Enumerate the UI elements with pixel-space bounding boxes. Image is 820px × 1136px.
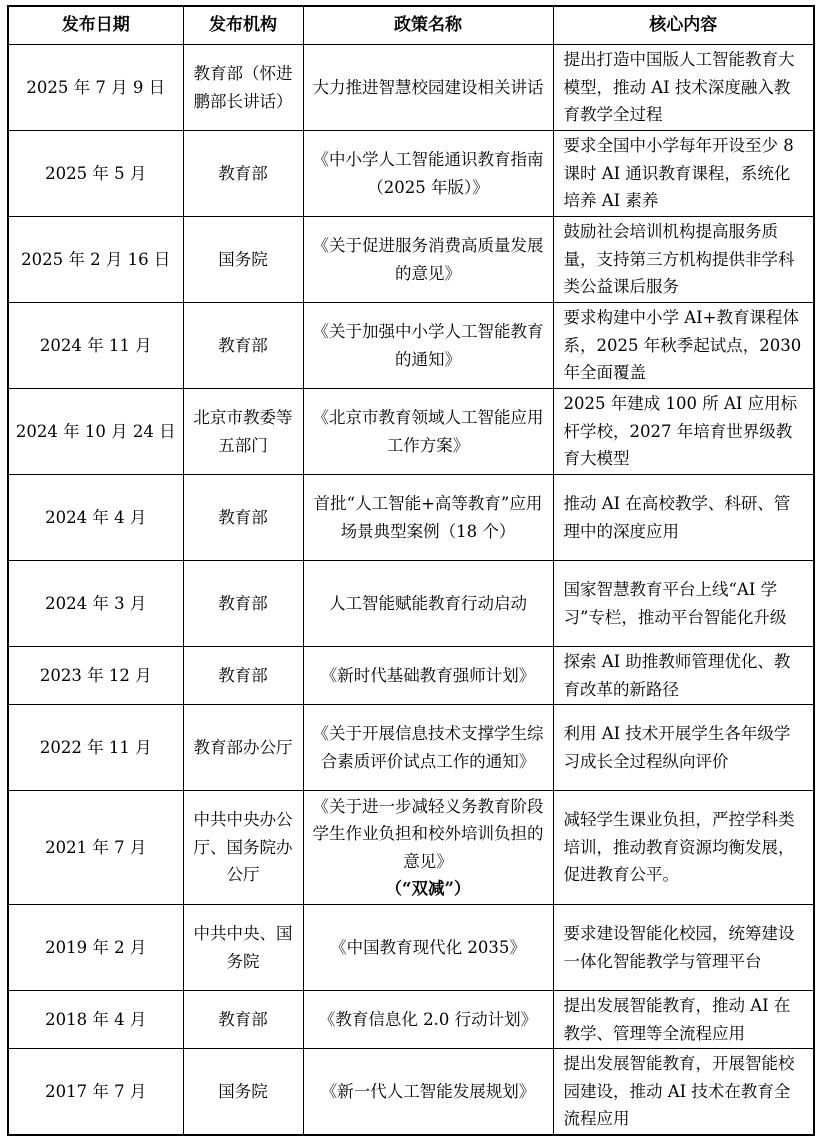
cell-content: 要求全国中小学每年开设至少 8 课时 AI 通识教育课程，系统化培养 AI 素养 [553, 131, 814, 217]
cell-date: 2025 年 2 月 16 日 [8, 217, 183, 303]
cell-date: 2023 年 12 月 [8, 647, 183, 705]
cell-date: 2024 年 11 月 [8, 303, 183, 389]
cell-date: 2021 年 7 月 [8, 791, 183, 905]
cell-content: 鼓励社会培训机构提高服务质量，支持第三方机构提供非学科类公益课后服务 [553, 217, 814, 303]
cell-date: 2022 年 11 月 [8, 705, 183, 791]
cell-org: 中共中央办公厅、国务院办公厅 [183, 791, 303, 905]
header-org: 发布机构 [183, 6, 303, 45]
cell-content: 提出发展智能教育，开展智能校园建设，推动 AI 技术在教育全流程应用 [553, 1049, 814, 1135]
cell-name: 《新一代人工智能发展规划》 [303, 1049, 553, 1135]
cell-content: 提出发展智能教育，推动 AI 在教学、管理等全流程应用 [553, 991, 814, 1049]
table-row [8, 303, 814, 389]
cell-name: 大力推进智慧校园建设相关讲话 [303, 45, 553, 131]
cell-content: 减轻学生课业负担，严控学科类培训，推动教育资源均衡发展，促进教育公平。 [553, 791, 814, 905]
cell-name: 《中小学人工智能通识教育指南（2025 年版）》 [303, 131, 553, 217]
table-row [8, 705, 814, 791]
cell-name: 《北京市教育领域人工智能应用工作方案》 [303, 389, 553, 475]
cell-date: 2017 年 7 月 [8, 1049, 183, 1135]
policy-name: 《关于进一步减轻义务教育阶段学生作业负担和校外培训负担的意见》 [312, 796, 544, 871]
cell-content: 提出打造中国版人工智能教育大模型，推动 AI 技术深度融入教育教学全过程 [553, 45, 814, 131]
cell-content: 要求构建中小学 AI+教育课程体系，2025 年秋季起试点，2030 年全面覆盖 [553, 303, 814, 389]
cell-name: 《中国教育现代化 2035》 [303, 905, 553, 991]
header-date: 发布日期 [8, 6, 183, 45]
cell-name: 《关于加强中小学人工智能教育的通知》 [303, 303, 553, 389]
cell-name [303, 791, 553, 905]
table-row [8, 647, 814, 705]
cell-date: 2024 年 3 月 [8, 561, 183, 647]
cell-org: 教育部 [183, 131, 303, 217]
cell-name: 《关于促进服务消费高质量发展的意见》 [303, 217, 553, 303]
cell-name: 《关于开展信息技术支撑学生综合素质评价试点工作的通知》 [303, 705, 553, 791]
table-row [8, 389, 814, 475]
table-row [8, 905, 814, 991]
cell-org: 国务院 [183, 217, 303, 303]
cell-name: 人工智能赋能教育行动启动 [303, 561, 553, 647]
cell-org: 教育部 [183, 647, 303, 705]
table-row [8, 791, 814, 905]
cell-content: 利用 AI 技术开展学生各年级学习成长全过程纵向评价 [553, 705, 814, 791]
cell-name: 《新时代基础教育强师计划》 [303, 647, 553, 705]
cell-date: 2025 年 5 月 [8, 131, 183, 217]
table-row [8, 991, 814, 1049]
table-row [8, 217, 814, 303]
cell-date: 2025 年 7 月 9 日 [8, 45, 183, 131]
table-row [8, 475, 814, 561]
table-header-row [8, 6, 814, 45]
cell-org: 教育部办公厅 [183, 705, 303, 791]
cell-date: 2024 年 4 月 [8, 475, 183, 561]
cell-org: 中共中央、国务院 [183, 905, 303, 991]
cell-date: 2019 年 2 月 [8, 905, 183, 991]
policy-table [7, 5, 815, 1136]
table-row [8, 45, 814, 131]
table-row [8, 1049, 814, 1135]
cell-content: 探索 AI 助推教师管理优化、教育改革的新路径 [553, 647, 814, 705]
cell-name: 首批“人工智能+高等教育”应用场景典型案例（18 个） [303, 475, 553, 561]
cell-org: 教育部 [183, 991, 303, 1049]
table-row [8, 561, 814, 647]
header-content: 核心内容 [553, 6, 814, 45]
header-name: 政策名称 [303, 6, 553, 45]
cell-content: 国家智慧教育平台上线“AI 学习”专栏，推动平台智能化升级 [553, 561, 814, 647]
cell-org: 国务院 [183, 1049, 303, 1135]
cell-name: 《教育信息化 2.0 行动计划》 [303, 991, 553, 1049]
cell-org: 教育部 [183, 475, 303, 561]
cell-org: 教育部 [183, 303, 303, 389]
cell-content: 2025 年建成 100 所 AI 应用标杆学校，2027 年培育世界级教育大模型 [553, 389, 814, 475]
policy-nickname: （“双减”） [385, 879, 471, 898]
cell-date: 2018 年 4 月 [8, 991, 183, 1049]
cell-org: 教育部（怀进鹏部长讲话） [183, 45, 303, 131]
cell-org: 北京市教委等五部门 [183, 389, 303, 475]
cell-content: 要求建设智能化校园，统筹建设一体化智能教学与管理平台 [553, 905, 814, 991]
cell-content: 推动 AI 在高校教学、科研、管理中的深度应用 [553, 475, 814, 561]
cell-date: 2024 年 10 月 24 日 [8, 389, 183, 475]
cell-org: 教育部 [183, 561, 303, 647]
table-row [8, 131, 814, 217]
